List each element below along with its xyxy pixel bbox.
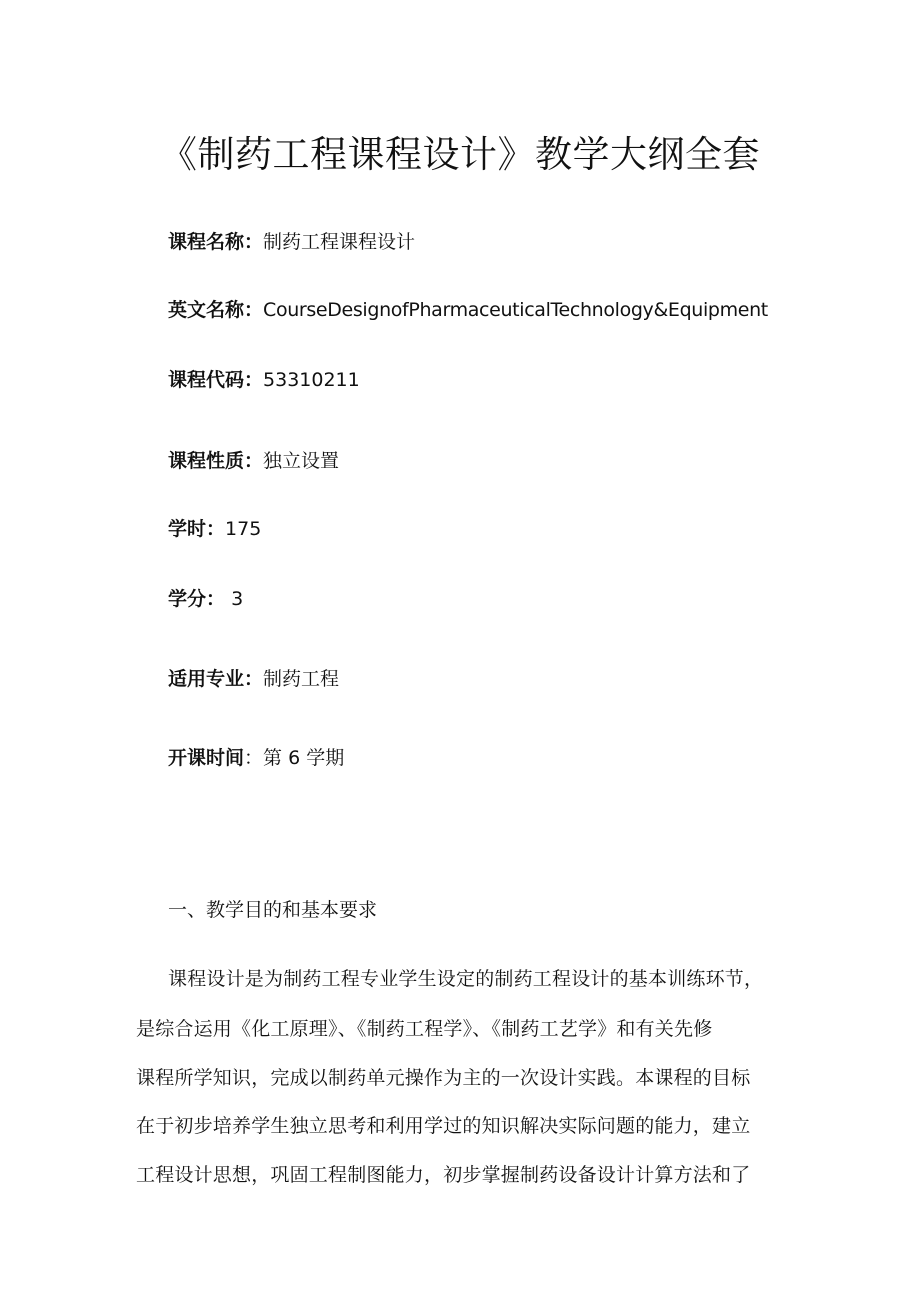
field-course-code <box>168 368 360 392</box>
field-value: 制药工程课程设计 <box>263 231 416 253</box>
field-english-name <box>168 298 768 322</box>
field-separator: ： <box>206 518 226 540</box>
field-value: 175 <box>225 518 262 540</box>
field-term <box>168 746 344 770</box>
field-separator: ： <box>244 668 264 690</box>
field-value: 53310211 <box>263 369 360 391</box>
field-value: 独立设置 <box>263 450 340 472</box>
field-label: 课程名称 <box>168 231 245 253</box>
paragraph-line: 在于初步培养学生独立思考和利用学过的知识解决实际问题的能力，建立 <box>136 1115 751 1137</box>
paragraph-line: 课程所学知识，完成以制药单元操作为主的一次设计实践。本课程的目标 <box>136 1067 751 1089</box>
field-separator: ： <box>244 450 264 472</box>
field-value: 制药工程 <box>263 668 340 690</box>
field-major <box>168 667 339 691</box>
field-course-nature <box>168 449 339 473</box>
field-label: 适用专业 <box>168 668 245 690</box>
field-credits <box>168 587 243 611</box>
field-label: 课程性质 <box>168 450 245 472</box>
field-value: CourseDesignofPharmaceuticalTechnology&Equipment <box>263 299 768 321</box>
field-separator: ： <box>244 369 264 391</box>
field-separator: ： <box>244 231 264 253</box>
field-course-name <box>168 230 415 254</box>
paragraph-line: 课程设计是为制药工程专业学生设定的制药工程设计的基本训练环节， <box>168 968 764 990</box>
field-value: 3 <box>225 588 244 610</box>
paragraph-line: 是综合运用《化工原理》、《制药工程学》、《制药工艺学》和有关先修 <box>136 1018 713 1040</box>
field-label: 学分 <box>168 588 207 610</box>
field-label: 英文名称 <box>168 299 245 321</box>
field-separator: ： <box>244 747 264 769</box>
document-title: 《制药工程课程设计》教学大纲全套 <box>160 133 760 176</box>
field-label: 开课时间 <box>168 747 245 769</box>
field-value: 第 6 学期 <box>263 747 345 769</box>
field-separator: ： <box>244 299 264 321</box>
field-label: 课程代码 <box>168 369 245 391</box>
field-hours <box>168 517 261 541</box>
field-separator: ： <box>206 588 226 610</box>
paragraph-line: 工程设计思想，巩固工程制图能力，初步掌握制药设备设计计算方法和了 <box>136 1164 751 1186</box>
section-heading: 一、教学目的和基本要求 <box>168 899 378 921</box>
field-label: 学时 <box>168 518 207 540</box>
